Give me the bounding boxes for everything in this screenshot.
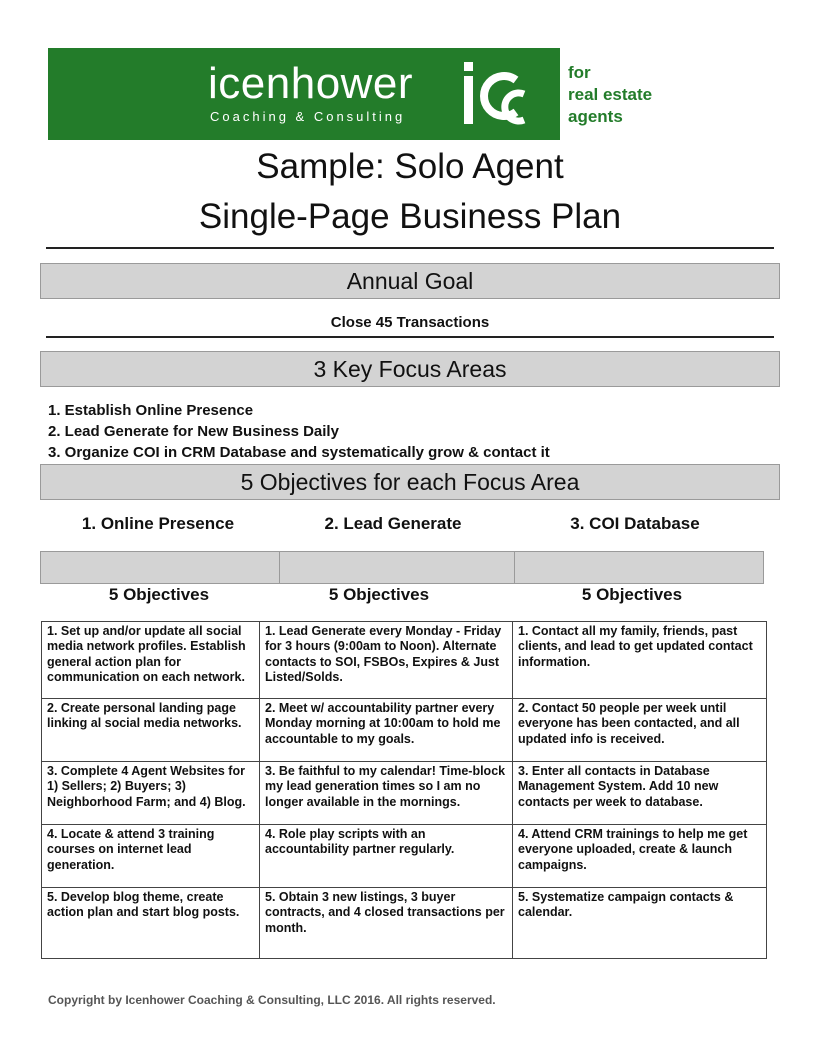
table-cell: 3. Be faithful to my calendar! Time-block my lead generation times so I am no longer available in the mornings. [260, 762, 513, 825]
annual-goal-text: Close 45 Transactions [330, 314, 490, 331]
table-cell: 4. Locate & attend 3 training courses on internet lead generation. [42, 825, 260, 888]
table-row [42, 622, 767, 699]
table-cell: 3. Enter all contacts in Database Management System. Add 10 new contacts per week to database. [513, 762, 767, 825]
column-box [40, 551, 280, 584]
list-item: 1. Establish Online Presence [48, 402, 254, 419]
table-row [42, 825, 767, 888]
column-heading-coi-database: 3. COI Database [570, 514, 700, 533]
table-cell: 1. Lead Generate every Monday - Friday for 3 hours (9:00am to Noon). Alternate contacts to SOI, FSBOs, Expires & Just Listed/Solds. [260, 622, 513, 699]
objectives-subheading: 5 Objectives [581, 585, 683, 604]
brand-subtitle: Coaching & Consulting [210, 109, 406, 124]
table-cell: 5. Obtain 3 new listings, 3 buyer contracts, and 4 closed transactions per month. [260, 888, 513, 959]
focus-areas-list [48, 400, 550, 463]
icc-logo-icon [458, 54, 538, 134]
copyright-footer: Copyright by Icenhower Coaching & Consulting, LLC 2016. All rights reserved. [48, 993, 496, 1007]
column-box [514, 551, 764, 584]
table-cell: 4. Attend CRM trainings to help me get everyone uploaded, create & launch campaigns. [513, 825, 767, 888]
objectives-table [41, 621, 767, 959]
column-box [279, 551, 515, 584]
table-cell: 2. Create personal landing page linking al social media networks. [42, 699, 260, 762]
table-row [42, 699, 767, 762]
table-cell: 2. Contact 50 people per week until everyone has been contacted, and all updated info is received. [513, 699, 767, 762]
tagline-line: for [568, 63, 591, 82]
column-heading-lead-generate: 2. Lead Generate [324, 514, 462, 533]
brand-name: icenhower [208, 59, 414, 108]
column-heading-online-presence: 1. Online Presence [81, 514, 235, 533]
table-row [42, 888, 767, 959]
page-title-line1: Sample: Solo Agent [256, 147, 564, 186]
tagline [568, 62, 768, 128]
divider [46, 247, 774, 249]
table-row [42, 762, 767, 825]
header-banner [48, 48, 560, 140]
objectives-subheading: 5 Objectives [328, 585, 430, 604]
focus-areas-heading: 3 Key Focus Areas [40, 351, 780, 387]
table-cell: 5. Systematize campaign contacts & calendar. [513, 888, 767, 959]
objectives-heading: 5 Objectives for each Focus Area [40, 464, 780, 500]
table-cell: 3. Complete 4 Agent Websites for 1) Sellers; 2) Buyers; 3) Neighborhood Farm; and 4) Blog. [42, 762, 260, 825]
list-item: 3. Organize COI in CRM Database and systematically grow & contact it [48, 444, 550, 461]
table-cell: 5. Develop blog theme, create action plan and start blog posts. [42, 888, 260, 959]
table-cell: 4. Role play scripts with an accountability partner regularly. [260, 825, 513, 888]
tagline-line: agents [568, 107, 623, 126]
list-item: 2. Lead Generate for New Business Daily [48, 423, 339, 440]
page-title-line2: Single-Page Business Plan [198, 197, 622, 236]
tagline-line: real estate [568, 85, 653, 104]
table-cell: 1. Set up and/or update all social media network profiles. Establish general action plan for communication on each network. [42, 622, 260, 699]
annual-goal-heading: Annual Goal [40, 263, 780, 299]
divider [46, 336, 774, 338]
table-cell: 1. Contact all my family, friends, past clients, and lead to get updated contact information. [513, 622, 767, 699]
table-cell: 2. Meet w/ accountability partner every Monday morning at 10:00am to hold me accountable to my goals. [260, 699, 513, 762]
objectives-subheading: 5 Objectives [108, 585, 210, 604]
